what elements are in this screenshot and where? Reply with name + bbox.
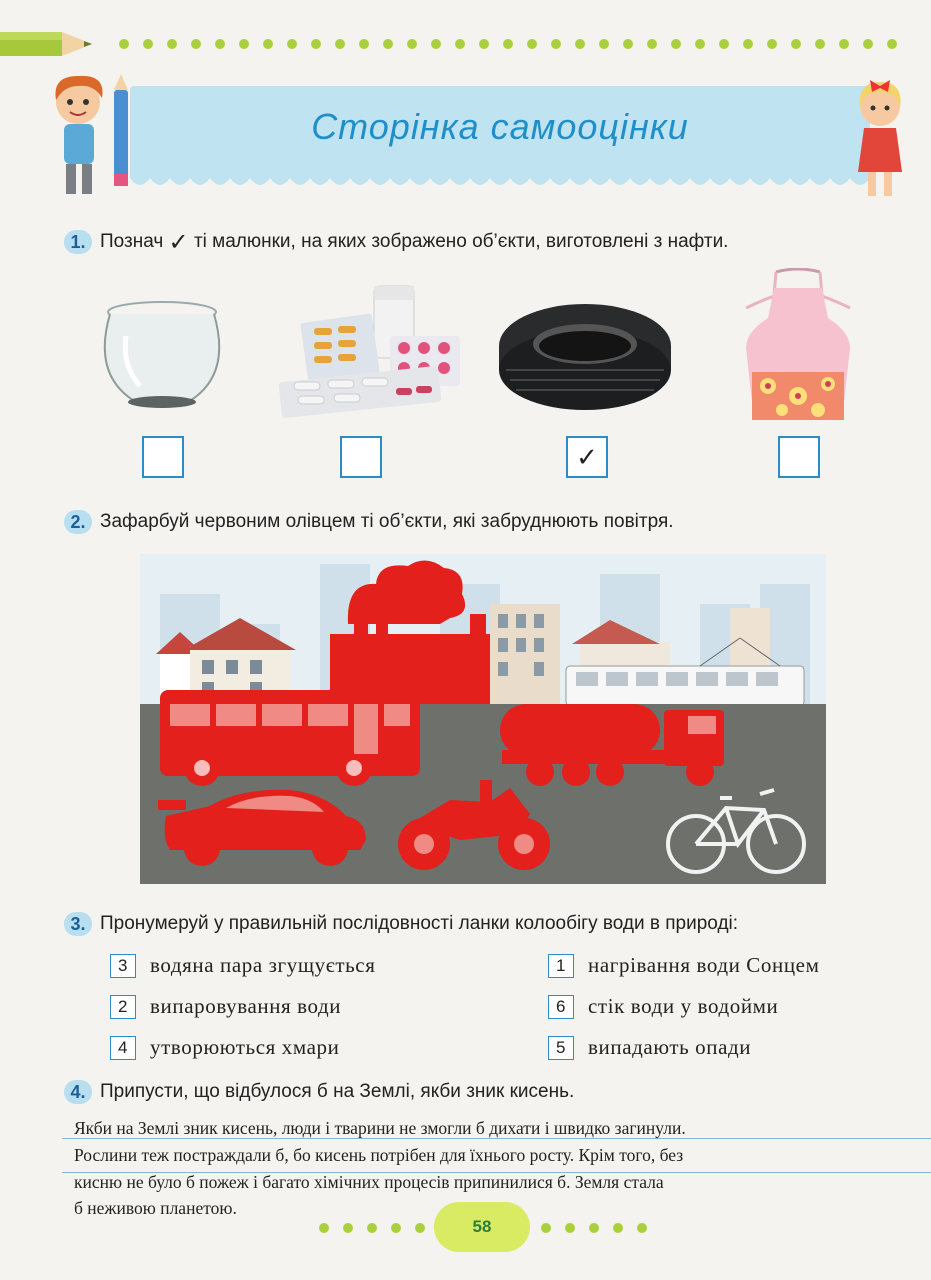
checkbox-tire[interactable]: ✓ xyxy=(566,436,608,478)
task-2-prompt: 2. Зафарбуй червоним олівцем ті об’єкти, які забруднюють повітря. xyxy=(64,510,674,534)
tire-icon xyxy=(496,300,674,412)
checkbox-apron[interactable] xyxy=(778,436,820,478)
task-number: 3. xyxy=(64,912,92,936)
banner-fringe xyxy=(130,174,870,192)
sequence-item: 5 випадають опади xyxy=(548,1035,751,1060)
sequence-item: 2 випаровування води xyxy=(110,994,341,1019)
sequence-number-box[interactable]: 1 xyxy=(548,954,574,978)
sequence-number-box[interactable]: 4 xyxy=(110,1036,136,1060)
sequence-item: 6 стік води у водойми xyxy=(548,994,778,1019)
answer-text-line: кисню не було б пожеж і багато хімічних процесів припинилися б. Земля стала xyxy=(74,1172,664,1192)
checkbox-pills[interactable] xyxy=(340,436,382,478)
checkbox-glass-bowl[interactable] xyxy=(142,436,184,478)
sequence-item: 4 утворюються хмари xyxy=(110,1035,339,1060)
task-number: 4. xyxy=(64,1080,92,1104)
girl-illustration xyxy=(840,72,920,202)
dots-decoration xyxy=(118,38,918,50)
task-3-prompt: 3. Пронумеруй у правильній послідовності ланки колообігу води в природі: xyxy=(64,912,738,936)
pollution-scene-illustration[interactable] xyxy=(140,554,826,884)
glass-bowl-icon xyxy=(96,296,228,414)
task-number: 1. xyxy=(64,230,92,254)
sequence-item: 3 водяна пара згущується xyxy=(110,953,375,978)
task-number: 2. xyxy=(64,510,92,534)
sequence-item: 1 нагрівання води Сонцем xyxy=(548,953,820,978)
answer-text-line: Якби на Землі зник кисень, люди і тварини не змогли б дихати і швидко загинули. xyxy=(74,1118,686,1138)
page-number: 58 xyxy=(434,1202,530,1252)
sequence-number-box[interactable]: 6 xyxy=(548,995,574,1019)
sequence-number-box[interactable]: 5 xyxy=(548,1036,574,1060)
task-1-prompt: 1. Познач ✓ ті малюнки, на яких зображено об’єкти, виготовлені з нафти. xyxy=(64,228,728,256)
answer-text-line: Рослини теж постраждали б, бо кисень потрібен для їхнього росту. Крім того, без xyxy=(74,1145,684,1165)
pencil-icon xyxy=(0,28,100,60)
task-4-prompt: 4. Припусти, що відбулося б на Землі, якби зник кисень. xyxy=(64,1080,574,1104)
sequence-number-box[interactable]: 3 xyxy=(110,954,136,978)
checkmark-icon: ✓ xyxy=(168,228,189,256)
pills-icon xyxy=(274,282,464,422)
apron-icon xyxy=(738,268,858,426)
page-title: Сторінка самооцінки xyxy=(311,106,689,147)
boy-with-pencil-illustration xyxy=(38,70,148,200)
answer-text-line: б неживою планетою. xyxy=(74,1198,237,1218)
sequence-number-box[interactable]: 2 xyxy=(110,995,136,1019)
